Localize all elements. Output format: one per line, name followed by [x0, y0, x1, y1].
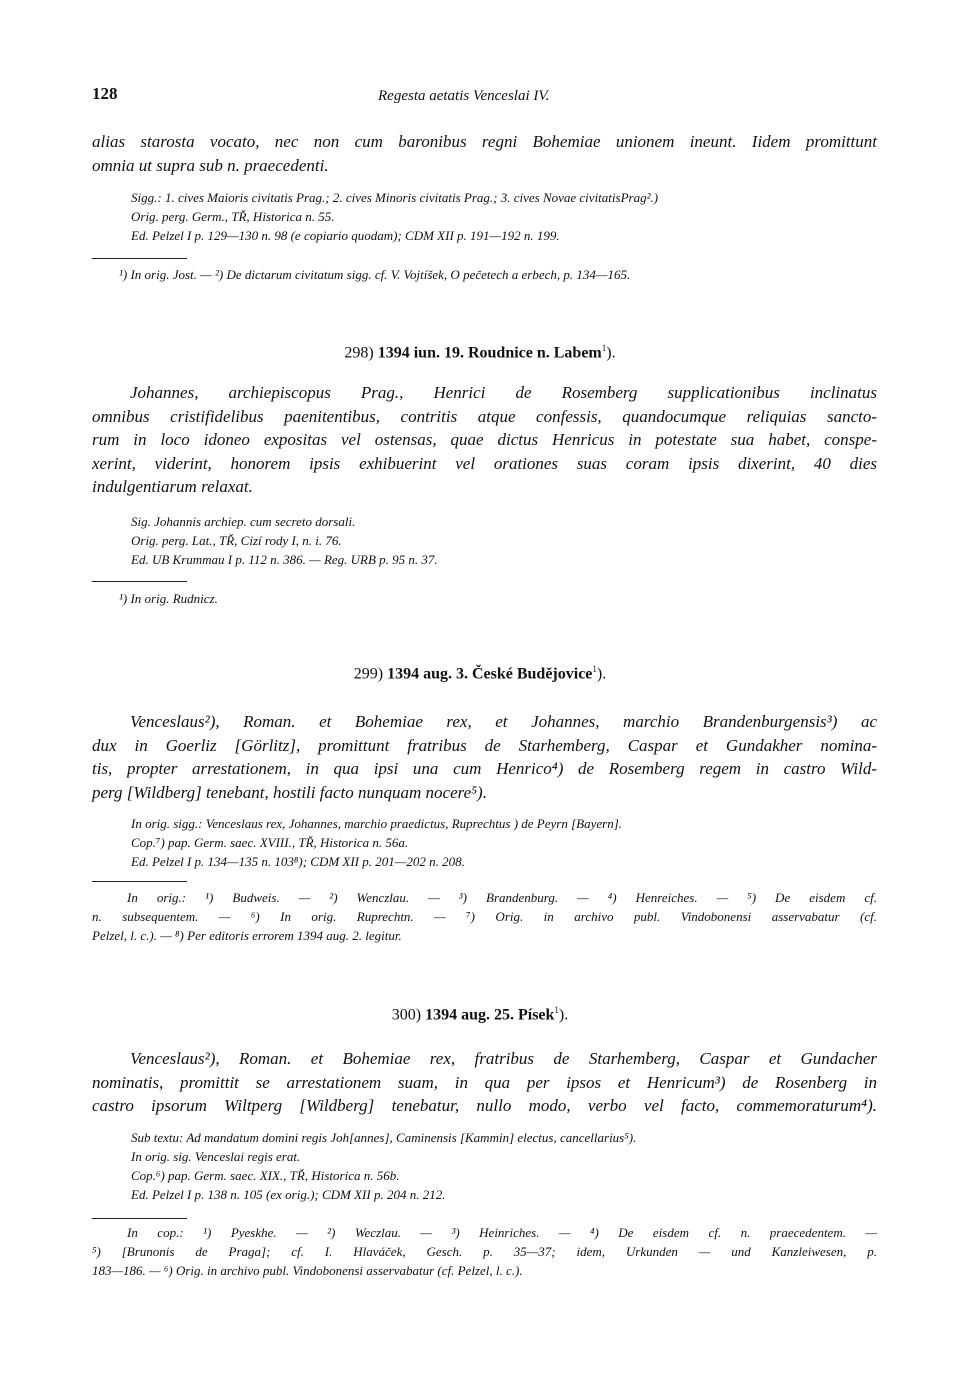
footnote-ref: 1 — [601, 343, 607, 353]
prev-entry-text — [92, 130, 877, 177]
footnote-line: In orig.: ¹) Budweis. — ²) Wenczlau. — ³) Brandenburg. — ⁴) Henreiches. — ⁵) De eisdem cf. — [127, 890, 877, 905]
meta-line: Sig. Johannis archiep. cum secreto dorsali. — [131, 514, 356, 529]
prev-entry-notes — [119, 265, 877, 284]
meta-line: Ed. Pelzel I p. 138 n. 105 (ex orig.); CDM XII p. 204 n. 212. — [131, 1187, 446, 1202]
entry-299-meta — [131, 814, 877, 871]
text-line: alias starosta vocato, nec non cum baronibus regni Bohemiae unionem ineunt. Iidem promittunt — [92, 132, 877, 151]
prev-entry-meta — [131, 188, 877, 245]
heading-suffix: ). — [606, 344, 616, 362]
text-line: xerint, viderint, honorem ipsis exhibuerint vel orationes suas coram ipsis dixerint, 40 dies — [92, 453, 877, 473]
meta-line: Sigg.: 1. cives Maioris civitatis Prag.; 2. cives Minoris civitatis Prag.; 3. cives Novae civitatisPrag².) — [131, 190, 659, 205]
footnote-ref: 1 — [592, 664, 597, 674]
text-line: Johannes, archiepiscopus Prag., Henrici de Rosemberg supplicationibus inclinatus — [130, 383, 877, 402]
text-line: rum in loco idoneo expositas vel ostensas, quae dictus Henricus in potestate sua habet, conspe- — [92, 430, 877, 449]
footnote-line: In cop.: ¹) Pyeskhe. — ²) Weczlau. — ³) Heinriches. — ⁴) De eisdem cf. n. praecedentem. — — [127, 1225, 877, 1240]
entry-298-text — [92, 381, 877, 499]
meta-line: Orig. perg. Germ., TŘ, Historica n. 55. — [131, 209, 335, 224]
footnote-rule — [92, 1218, 187, 1219]
text-line: perg [Wildberg] tenebant, hostili facto nunquam nocere⁵). — [92, 782, 487, 802]
text-line: Venceslaus²), Roman. et Bohemiae rex, fratribus de Starhemberg, Caspar et Gundacher — [130, 1049, 877, 1068]
text-line: dux in Goerliz [Görlitz], promittunt fratribus de Starhemberg, Caspar et Gundakher nomina- — [92, 735, 877, 755]
meta-line: Cop.⁶) pap. Germ. saec. XIX., TŘ, Historica n. 56b. — [131, 1168, 400, 1183]
text-line: Venceslaus²), Roman. et Bohemiae rex, et Johannes, marchio Brandenburgensis³) ac — [130, 712, 877, 731]
entry-298-notes — [119, 589, 877, 608]
meta-line: Sub textu: Ad mandatum domini regis Joh[annes], Caminensis [Kammin] electus, cancellarius⁵). — [131, 1130, 637, 1145]
text-line: omnibus cristifidelibus paenitentibus, contritis atque confessis, quandocumque reliquias sancto- — [92, 406, 877, 426]
entry-299-notes — [92, 888, 877, 945]
running-title: Regesta aetatis Venceslai IV. — [378, 88, 550, 104]
footnote-rule — [92, 258, 187, 259]
entry-298-heading — [0, 343, 960, 362]
heading-suffix: ). — [596, 665, 607, 683]
entry-300-notes — [92, 1223, 877, 1280]
meta-line: In orig. sigg.: Venceslaus rex, Johannes, marchio praedictus, Ruprechtus ) de Peyrn [Bayern]. — [131, 816, 623, 831]
footnote-rule — [92, 581, 187, 582]
entry-date-place: 1394 iun. 19. Roudnice n. Labem — [377, 344, 602, 362]
meta-line: Ed. Pelzel I p. 129—130 n. 98 (e copiario quodam); CDM XII p. 191—192 n. 199. — [131, 228, 560, 243]
footnote-line: ¹) In orig. Rudnicz. — [119, 591, 218, 606]
entry-300-text — [92, 1047, 877, 1118]
entry-300-meta — [131, 1128, 877, 1204]
entry-date-place: 1394 aug. 25. Písek — [425, 1006, 555, 1024]
footnote-line: 183—186. — ⁶) Orig. in archivo publ. Vindobonensi asservabatur (cf. Pelzel, l. c.). — [92, 1263, 523, 1278]
meta-line: Cop.⁷) pap. Germ. saec. XVIII., TŘ, Historica n. 56a. — [131, 835, 409, 850]
footnote-rule — [92, 881, 187, 882]
meta-line: Ed. Pelzel I p. 134—135 n. 103⁸); CDM XII p. 201—202 n. 208. — [131, 854, 465, 869]
meta-line: In orig. sig. Venceslai regis erat. — [131, 1149, 301, 1164]
entry-300-heading — [0, 1005, 960, 1024]
footnote-ref: 1 — [554, 1005, 559, 1015]
entry-number: 299) — [353, 665, 384, 683]
text-line: omnia ut supra sub n. praecedenti. — [92, 155, 329, 175]
text-line: indulgentiarum relaxat. — [92, 477, 253, 496]
entry-date-place: 1394 aug. 3. České Budějovice — [387, 665, 593, 683]
text-line: castro ipsorum Wiltperg [Wildberg] tenebatur, nullo modo, verbo vel facto, commemoraturum⁴). — [92, 1096, 877, 1115]
page-number: 128 — [92, 84, 118, 103]
meta-line: Ed. UB Krummau I p. 112 n. 386. — Reg. URB p. 95 n. 37. — [131, 552, 438, 567]
text-line: tis, propter arrestationem, in qua ipsi una cum Henrico⁴) de Rosemberg regem in castro Wild- — [92, 759, 877, 778]
entry-number: 300) — [391, 1006, 422, 1024]
footnote-line: ¹) In orig. Jost. — ²) De dictarum civitatum sigg. cf. V. Vojtíšek, O pečetech a erbech, p. 134—165. — [119, 267, 631, 282]
footnote-line: n. subsequentem. — ⁶) In orig. Ruprechtn. — ⁷) Orig. in archivo publ. Vindobonensi asservabatur (cf. — [92, 909, 877, 924]
entry-number: 298) — [344, 344, 374, 362]
footnote-line: ⁵) [Brunonis de Praga]; cf. I. Hlaváček, Gesch. p. 35—37; idem, Urkunden — und Kanzleiwesen, p. — [92, 1244, 877, 1259]
entry-299-heading — [0, 664, 960, 683]
entry-299-text — [92, 710, 877, 804]
entry-298-meta — [131, 512, 877, 569]
heading-suffix: ). — [558, 1006, 569, 1024]
text-line: nominatis, promittit se arrestationem suam, in qua per ipsos et Henricum³) de Rosenberg in — [92, 1072, 877, 1092]
footnote-line: Pelzel, l. c.). — ⁸) Per editoris errorem 1394 aug. 2. legitur. — [92, 928, 402, 943]
meta-line: Orig. perg. Lat., TŘ, Cizí rody I, n. i. 76. — [131, 533, 342, 548]
